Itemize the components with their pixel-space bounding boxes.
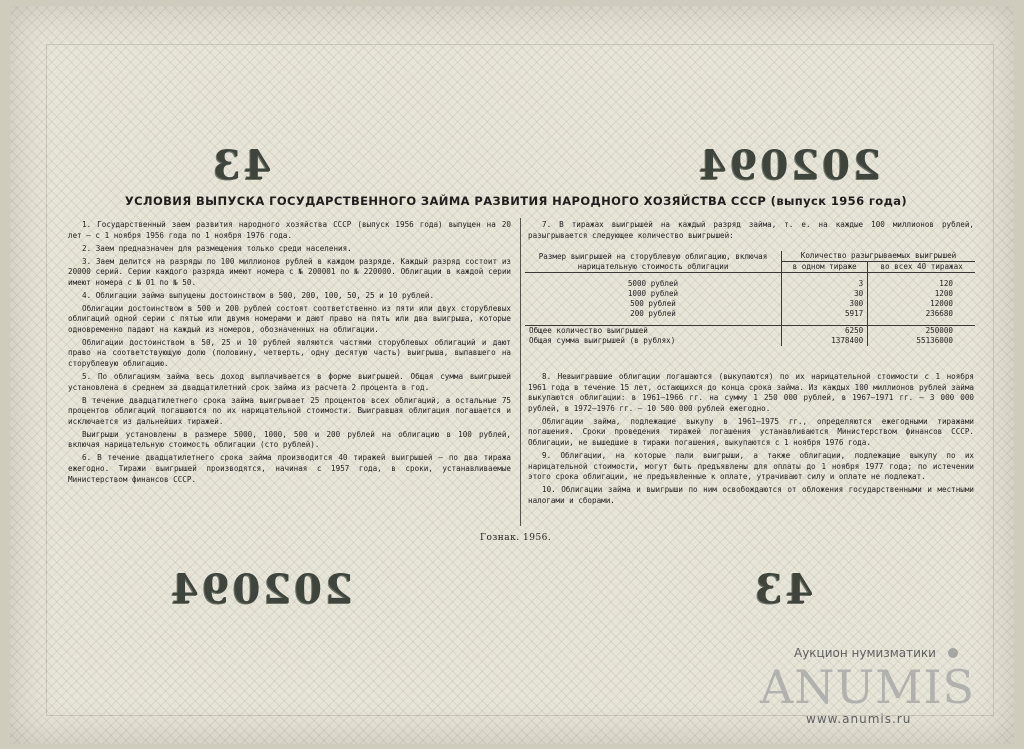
table-header-prize-size: Размер выигрышей на сторублевую облигацию, включая нарицательную стоимость облигации (525, 251, 782, 273)
table-row (525, 299, 975, 309)
table-header-one-draw: в одном тираже (782, 262, 868, 273)
table-row (525, 279, 975, 289)
conditions-right-intro (528, 220, 974, 244)
total-sum-label: Общая сумма выигрышей (в рублях) (525, 336, 782, 346)
printer-imprint: Гознак. 1956. (480, 533, 552, 543)
prize-amount: 200 рублей (525, 309, 782, 319)
bond-sheet (10, 6, 1014, 744)
count-one-draw: 5917 (782, 309, 868, 319)
watermark-subtitle: Аукцион нумизматики (794, 646, 936, 660)
paragraph: 9. Облигации, на которые пали выигрыши, а также облигации, подлежащие выкупу по их нарицательной стоимости, могут быть предъявлены для оплаты до 1 ноября 1977 года; по истечении этого срока облигации, не предъявленные к оплате, утрачивают силу и оплате не подлежат. (528, 450, 974, 482)
prize-amount: 1000 рублей (525, 289, 782, 299)
table-row-total-count (525, 326, 975, 337)
paragraph: Выигрыши установлены в размере 5000, 1000, 500 и 200 рублей на облигацию в 100 рублей, включая нарицательную стоимость облигации (сто рублей). (68, 429, 511, 450)
conditions-left-column (68, 220, 511, 488)
conditions-right-column (528, 372, 974, 509)
paragraph: В течение двадцатилетнего срока займа выигрывает 25 процентов всех облигаций, а остальные 75 процентов облигаций погашаются по их нарицательной стоимости. Выигравшая облигация погашается и исключается из дальнейших тиражей. (68, 395, 511, 426)
table-header-count: Количество разыгрываемых выигрышей (782, 251, 976, 262)
prize-table (525, 251, 975, 346)
paragraph: Облигации достоинством в 500 и 200 рублей состоят соответственно из пяти или двух сторублевых облигаций одной серии с пятью или двумя номерами и дают право на пять или два выигрыша, которые одновременно падают на каждый из номеров, обозначенных на облигации. (68, 303, 511, 334)
paragraph: Облигации займа, подлежащие выкупу в 1961—1975 гг., определяются ежегодными тиражами погашения. Сроки проведения тиражей погашения устанавливаются Министерством финансов СССР. Облигации, не вышедшие в тиражи погашения, выкупаются с 1 ноября 1976 года. (528, 416, 974, 447)
prize-amount: 5000 рублей (525, 279, 782, 289)
watermark-url: www.anumis.ru (806, 712, 912, 726)
watermark (760, 646, 1000, 736)
count-all-draws: 1200 (934, 289, 953, 298)
watermark-logo: ANUMIS (760, 660, 976, 714)
serial-number-top-right: 202094 (696, 142, 881, 189)
table-row (525, 309, 975, 319)
total-sum-all: 55136000 (916, 336, 953, 345)
document-title: УСЛОВИЯ ВЫПУСКА ГОСУДАРСТВЕННОГО ЗАЙМА РАЗВИТИЯ НАРОДНОГО ХОЗЯЙСТВА СССР (выпуск 1956 года) (124, 194, 908, 208)
paragraph: 7. В тиражах выигрышей на каждый разряд займа, т. е. на каждые 100 миллионов рублей, разыгрывается следующее количество выигрышей: (528, 220, 974, 240)
paragraph: 6. В течение двадцатилетнего срока займа производится 40 тиражей выигрышей — по два тиража ежегодно. Тиражи выигрышей производятся, начиная с 1957 года, в сроки, устанавливаемые Министерством финансов СССР. (68, 453, 511, 484)
table-header-all-draws: во всех 40 тиражах (868, 262, 975, 273)
paragraph: 10. Облигации займа и выигрыши по ним освобождаются от обложения государственными и местными налогами и сборами. (528, 485, 974, 505)
count-one-draw: 300 (782, 299, 868, 309)
column-divider (520, 218, 521, 526)
watermark-dot-icon (948, 648, 958, 658)
paragraph: 1. Государственный заем развития народного хозяйства СССР (выпуск 1956 года) выпущен на 20 лет — с 1 ноября 1956 года по 1 ноября 1976 года. (68, 220, 511, 240)
total-count-all: 250000 (868, 326, 975, 337)
paragraph: 8. Невыигравшие облигации погашаются (выкупаются) по их нарицательной стоимости с 1 ноября 1961 года в течение 15 лет, остающихся до конца срока займа. Из каждых 100 миллионов рублей займа выкупаются облигации: в 1961—1966 гг. на сумму 1 250 000 рублей, в 1967—1971 гг. — 3 000 000 рублей, в 1972—1976 гг. — 10 500 000 рублей ежегодно. (528, 372, 974, 413)
count-all-draws: 236680 (925, 309, 953, 318)
paragraph: Облигации достоинством в 50, 25 и 10 рублей являются частями сторублевых облигаций и дают право на соответствующую долю (половину, четверть, одну десятую часть) выигрыша, выпавшего на сторублевую облигацию. (68, 337, 511, 369)
series-number-bottom-right: 43 (752, 566, 814, 613)
series-number-top-left: 43 (210, 142, 272, 189)
count-one-draw: 3 (782, 279, 868, 289)
total-count-label: Общее количество выигрышей (525, 326, 782, 337)
paragraph: 2. Заем предназначен для размещения только среди населения. (82, 243, 352, 253)
total-count-one: 6250 (782, 326, 868, 337)
table-row (525, 289, 975, 299)
paragraph: 4. Облигации займа выпущены достоинством в 500, 200, 100, 50, 25 и 10 рублей. (82, 290, 435, 300)
paragraph: 3. Заем делится на разряды по 100 миллионов рублей в каждом разряде. Каждый разряд состоит из 20000 серий. Серии каждого разряда имеют номера с № 200001 по № 220000. Облигации в каждой серии имеют номера с № 01 по № 50. (68, 256, 511, 287)
prize-amount: 500 рублей (525, 299, 782, 309)
serial-number-bottom-left: 202094 (168, 566, 353, 613)
total-sum-one: 1378400 (782, 336, 868, 346)
table-row-total-sum (525, 336, 975, 346)
paragraph: 5. По облигациям займа весь доход выплачивается в форме выигрышей. Общая сумма выигрышей установлена в среднем за двадцатилетний срок займа из расчета 2 процента в год. (68, 372, 511, 392)
count-all-draws: 12000 (930, 299, 953, 308)
count-all-draws: 120 (939, 279, 953, 288)
count-one-draw: 30 (782, 289, 868, 299)
